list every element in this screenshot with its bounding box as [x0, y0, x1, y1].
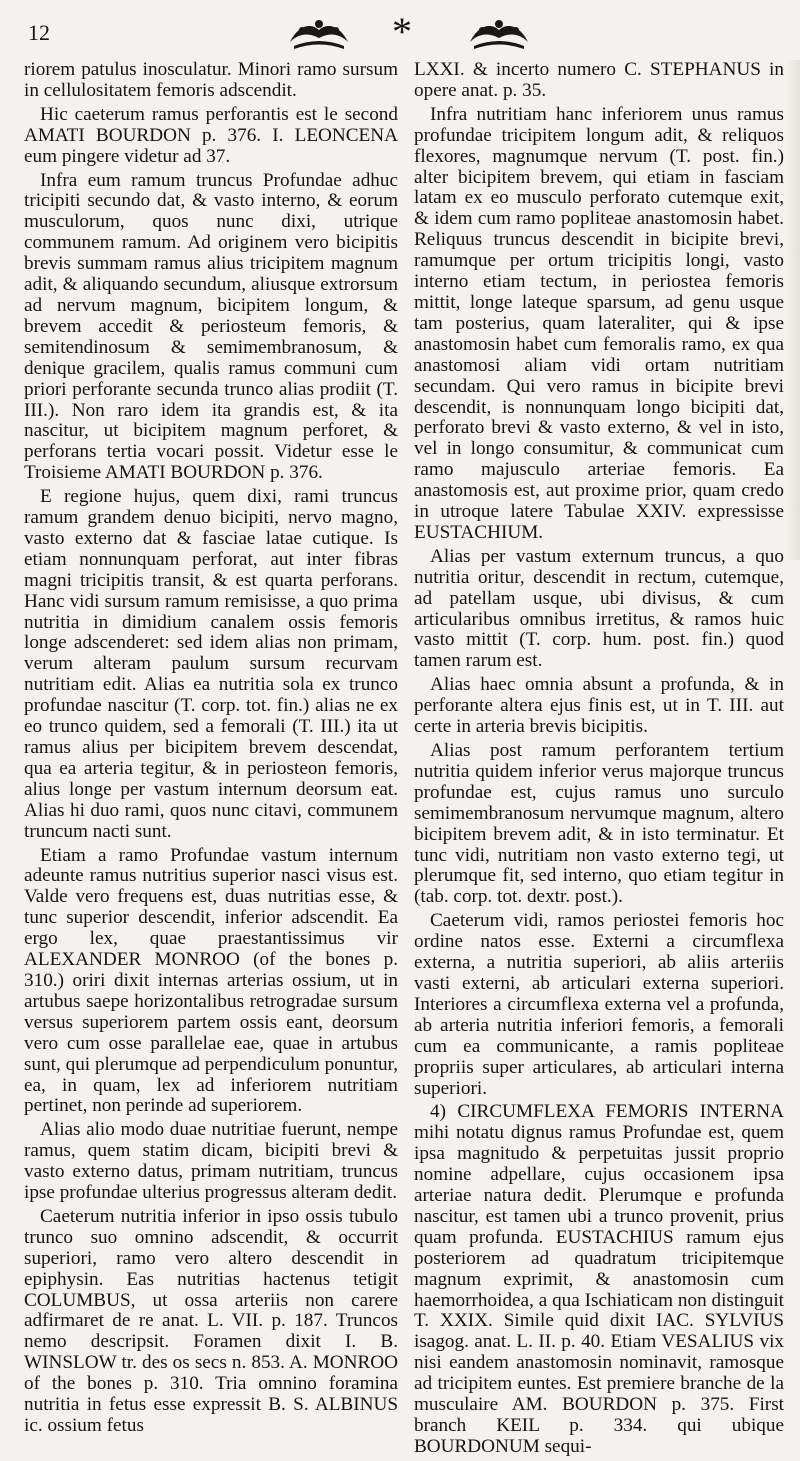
page-edge-shadow: [786, 60, 800, 560]
center-asterisk: *: [392, 9, 412, 54]
paragraph: Alias haec omnia absunt a profunda, & in perforante altera ejus finis est, ut in T. III. aut certe in arteria brevis bicipitis.: [414, 674, 784, 738]
paragraph: riorem patulus inosculatur. Minori ramo sursum in cellulositatem femoris adscendit.: [24, 59, 398, 101]
printer-ornament-icon: [288, 16, 350, 50]
paragraph: Alias alio modo duae nutritiae fuerunt, nempe ramus, quem statim dicam, bicipiti brevi & vasto externo datus, primam nutritiam, truncus ipse profundae ulterius progressus alteram dedit.: [24, 1119, 398, 1204]
printer-ornament-icon: [468, 16, 530, 50]
paragraph: Caeterum vidi, ramos periostei femoris hoc ordine natos esse. Externi a circumflexa externa, a nutritia superiori, ab aliis arteriis vasti externi, ab articulari externa superiori. Interiores a circumflexa externa vel a profunda, ab arteria nutritia inferiori femoris, a femorali cum ea communicante, a ramis popliteae propriis super articulares, ab articulari interna superiori.: [414, 910, 784, 1099]
paragraph: Infra nutritiam hanc inferiorem unus ramus profundae tricipitem longum adit, & reliquos flexores, magnumque nervum (T. post. fin.) alter bicipitem brevem, qui etiam in fasciam latam ex eo musculo perforato cutemque exit, & idem cum ramo popliteae anastomosin habet. Reliquus truncus descendit in bicipite brevi, ramumque per ortum tricipitis longi, vasto interno etiam tectum, in periostea femoris mittit, longe lateque sparsum, ad genu usque tam posterius, quam lateraliter, qui & ipse anastomosin habet cum femoralis ramo, ex qua anastomosi aliam vidi ortam nutritiam secundam. Qui vero ramus in bicipite brevi descendit, is nonnunquam longo bicipiti dat, perforato brevi & vasto externo, & vel in isto, vel in longo consumitur, & communicat cum ramo majusculo arteriae femoris. Ea anastomosis est, aut proxime prior, quam credo in utroque latere Tabulae XXIV. expressisse EUSTACHIUM.: [414, 103, 784, 543]
paragraph: Hic caeterum ramus perforantis est le second AMATI BOURDON p. 376. I. LEONCENA eum pingere videtur ad 37.: [24, 103, 398, 167]
right-text-column: [414, 60, 784, 1461]
paragraph: LXXI. & incerto numero C. STEPHANUS in opere anat. p. 35.: [414, 59, 784, 101]
paragraph: Alias post ramum perforantem tertium nutritia quidem inferior verus majorque truncus profundae est, cujus ramus uno surculo semimembranosum nervumque magnum, altero bicipitem brevem adit, & in isto terminatur. Et tunc vidi, nutritiam non vasto externo tegi, ut plerumque fit, sed interno, quo etiam tegitur in (tab. corp. tot. dextr. post.).: [414, 740, 784, 908]
paragraph: Etiam a ramo Profundae vastum internum adeunte ramus nutritius superior nasci visus est. Valde vero frequens est, duas nutritias esse, & tunc superior descendit, inferior adscendit. Ea ergo lex, quae praestantissimus vir ALEXANDER MONROO (of the bones p. 310.) oriri dixit internas arterias ossium, ut in artubus saepe horizontalibus retrogradae sursum versus superiorem partem ossis eant, deorsum vero cum osse parallelae eae, quae in artubus sunt, qui plerumque ad perpendiculum ponuntur, ea, in quam, lex ad inferiorem nutritiam pertinet, non perinde ad superiorem.: [24, 844, 398, 1117]
paragraph: 4) CIRCUMFLEXA FEMORIS INTERNA mihi notatu dignus ramus Profundae est, quem ipsa magnitudo & perpetuitas jussit proprio nomine adpellare, cujus occasionem ipsa arteriae natura dedit. Plerumque e profunda nascitur, est tamen ubi a trunco provenit, prius quam profunda. EUSTACHIUS ramum ejus posteriorem ad quadratum tricipitemque magnum exprimit, & anastomosin cum haemorrhoidea, a qua Ischiaticam non distinguit T. XXIX. Simile quid dixit IAC. SYLVIUS isagog. anat. L. II. p. 40. Etiam VESALIUS vix nisi eandem anastomosin nominavit, ramosque ad tricipitem euntes. Est premiere branche de la musculaire AM. BOURDON p. 375. First branch KEIL p. 334. qui ubique BOURDONUM sequi-: [414, 1101, 784, 1457]
paragraph: E regione hujus, quem dixi, rami truncus ramum grandem denuo bicipiti, nervo magno, vasto externo dat & fasciae latae cutique. Is etiam nonnunquam perforat, aut inter fibras magni tricipitis transit, & est quarta perforans. Hanc vidi sursum ramum remisisse, a quo prima nutritia in dimidium canalem ossis femoris longe adscenderet: sed idem alias non primam, verum alteram paulum sursum recurvam nutritiam edit. Alias ea nutritia sola ex trunco profundae nascitur (T. corp. tot. fin.) alias ne ex eo trunco quidem, sed a femorali (T. III.) ita ut ramus alius per bicipitem brevem descendat, qua ea arteria tegitur, & in periosteon femoris, alius longe per vastum internum deorsum eat. Alias hi duo rami, quos nunc citavi, communem truncum nacti sunt.: [24, 486, 398, 842]
left-text-column: [24, 60, 398, 1440]
paragraph: Caeterum nutritia inferior in ipso ossis tubulo trunco suo omnino adscendit, & occurrit superiori, ramo vero altero descendit in epiphysin. Eas nutritias hactenus tetigit COLUMBUS, ut ossa arteriis non carere adfirmaret de re anat. L. VII. p. 187. Truncos nemo descripsit. Foramen dixit I. B. WINSLOW tr. des os secs n. 853. A. MONROO of the bones p. 310. Tria omnino foramina nutritia in fetus esse expressit B. S. ALBINUS ic. ossium fetus: [24, 1205, 398, 1436]
page-number: 12: [28, 20, 50, 45]
paragraph: Infra eum ramum truncus Profundae adhuc tricipiti secundo dat, & vasto interno, & eorum musculorum, quos nunc dixi, utrique communem ramum. Ad originem vero bicipitis brevis summam ramus alius tricipitem magnum adit, & aliquando secundum, aliusque extrorsum ad nervum magnum, bicipitem longum, & brevem accedit & periosteum femoris, & semitendinosum & semimembranosum, & denique gracilem, qualis ramus communi cum priori perforante secunda trunco alias prodiit (T. III.). Non raro idem ita grandis est, & ita nascitur, ut bicipitem magnum perforet, & perforans tertia vocari possit. Videtur esse le Troisieme AMATI BOURDON p. 376.: [24, 169, 398, 484]
paragraph: Alias per vastum externum truncus, a quo nutritia oritur, descendit in rectum, cutemque, ad patellam usque, ubi divisus, & cum articularibus omnibus irretitus, & ramos huic vasto mittit (T. corp. hum. post. fin.) quod tamen rarum est.: [414, 545, 784, 672]
